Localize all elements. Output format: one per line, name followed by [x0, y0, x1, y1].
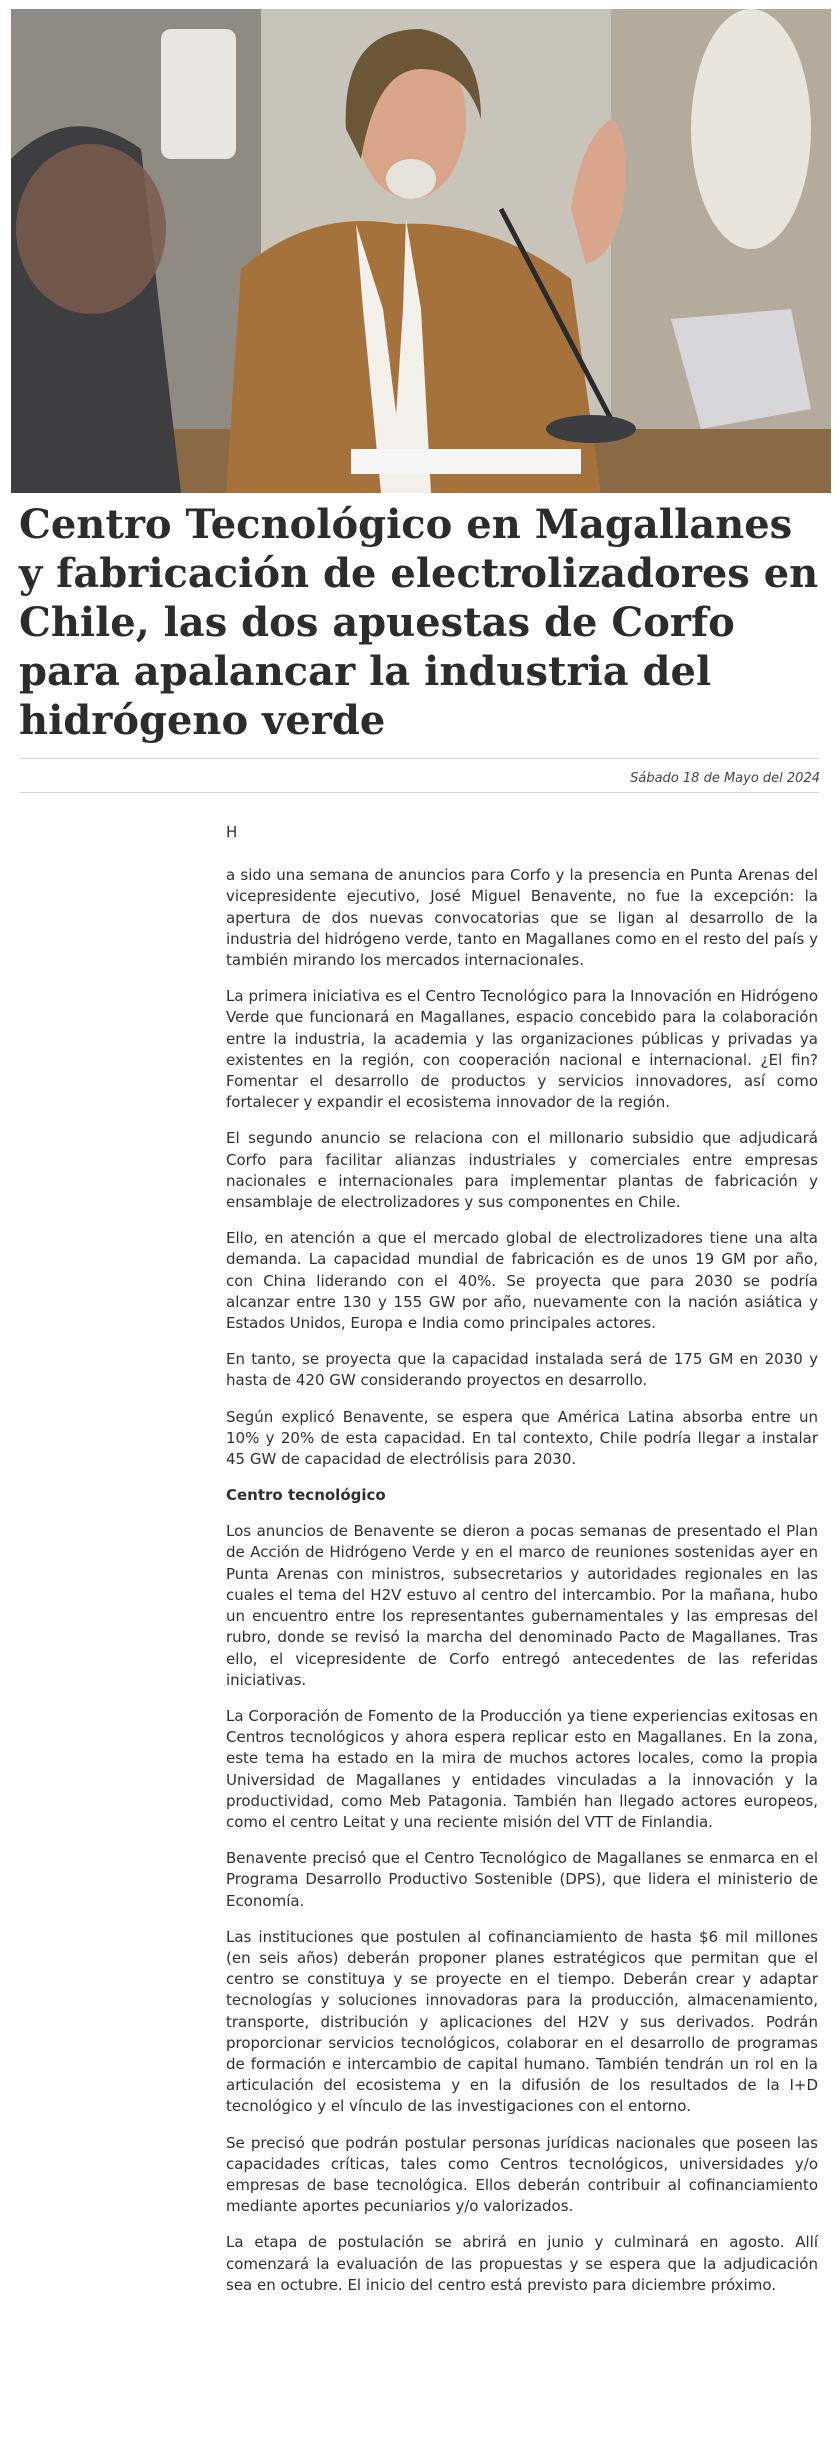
- paragraph: En tanto, se proyecta que la capacidad instalada será de 175 GM en 2030 y hasta de 420 GW considerando proyectos en desarrollo.: [226, 1350, 818, 1390]
- paragraph: El segundo anuncio se relaciona con el millonario subsidio que adjudicará Corfo para facilitar alianzas industriales y comerciales entre empresas nacionales e internacionales para implementar plantas de fabricación y ensamblaje de electrolizadores y sus componentes en Chile.: [226, 1129, 818, 1212]
- paragraph: Los anuncios de Benavente se dieron a pocas semanas de presentado el Plan de Acción de Hidrógeno Verde y en el marco de reuniones sostenidas ayer en Punta Arenas con ministros, subsecretarios y autoridades regionales en las cuales el tema del H2V estuvo al centro del intercambio. Por la mañana, hubo un encuentro entre los representantes gubernamentales y las empresas del rubro, donde se revisó la marcha del denominado Pacto de Magallanes. Tras ello, el vicepresidente de Corfo entregó antecedentes de las referidas iniciativas.: [226, 1522, 818, 1689]
- hero-photo: [11, 9, 831, 493]
- date-divider: [19, 792, 819, 793]
- publish-date: Sábado 18 de Mayo del 2024: [630, 771, 820, 786]
- paragraph: a sido una semana de anuncios para Corfo y la presencia en Punta Arenas del vicepresidente ejecutivo, José Miguel Benavente, no fue la excepción: la apertura de dos nuevas convocatorias que se ligan al desarrollo de la industria del hidrógeno verde, tanto en Magallanes como en el resto del país y también mirando los mercados internacionales.: [226, 866, 818, 970]
- paragraph: Las instituciones que postulen al cofinanciamiento de hasta $6 mil millones (en seis años) deberán proponer planes estratégicos que permitan que el centro se constituya y se proyecte en el tiempo. Deberán crear y adaptar tecnologías y soluciones innovadoras para la producción, almacenamiento, transporte, distribución y aplicaciones del H2V y sus derivados. Podrán proporcionar servicios tecnológicos, colaborar en el desarrollo de programas de formación e intercambio de capital humano. También tendrán un rol en la articulación del ecosistema y en la difusión de los resultados de la I+D tecnológico y el vínculo de las investigaciones con el entorno.: [226, 1927, 818, 2116]
- paragraph: La primera iniciativa es el Centro Tecnológico para la Innovación en Hidrógeno Verde que funcionará en Magallanes, espacio concebido para la colaboración entre la industria, la academia y las organizaciones públicas y privadas ya existentes en la región, con cooperación nacional e internacional. ¿El fin? Fomentar el desarrollo de productos y servicios innovadores, así como fortalecer y expandir el ecosistema innovador de la región.: [226, 987, 818, 1112]
- paragraph: Benavente precisó que el Centro Tecnológico de Magallanes se enmarca en el Programa Desarrollo Productivo Sostenible (DPS), que lidera el ministerio de Economía.: [226, 1849, 818, 1910]
- paragraph: Ello, en atención a que el mercado global de electrolizadores tiene una alta demanda. La capacidad mundial de fabricación es de unos 19 GM por año, con China liderando con el 40%. Se proyecta que para 2030 se podría alcanzar entre 130 y 155 GW por año, nuevamente con la nación asiática y Estados Unidos, Europa e India como principales actores.: [226, 1229, 818, 1333]
- paragraph: La Corporación de Fomento de la Producción ya tiene experiencias exitosas en Centros tecnológicos y ahora espera replicar esto en Magallanes. En la zona, este tema ha estado en la mira de muchos actores locales, como la propia Universidad de Magallanes y entidades vinculadas a la innovación y la productividad, como Meb Patagonia. También han llegado actores europeos, como el centro Leitat y una reciente misión del VTT de Finlandia.: [226, 1706, 818, 1831]
- article-body: [226, 822, 818, 2311]
- paragraph: La etapa de postulación se abrirá en junio y culminará en agosto. Allí comenzará la evaluación de las propuestas y se espera que la adjudicación sea en octubre. El inicio del centro está previsto para diciembre próximo.: [226, 2233, 818, 2294]
- title-divider: [19, 758, 819, 759]
- paragraph: Según explicó Benavente, se espera que América Latina absorba entre un 10% y 20% de esta capacidad. En tal contexto, Chile podría llegar a instalar 45 GW de capacidad de electrólisis para 2030.: [226, 1407, 818, 1469]
- hero-photo-illustration: [11, 9, 831, 493]
- drop-cap: H: [226, 823, 238, 841]
- paragraph: Se precisó que podrán postular personas jurídicas nacionales que poseen las capacidades críticas, tales como Centros tecnológicos, universidades y/o empresas de base tecnológica. Ellos deberán contribuir al cofinanciamiento mediante aportes pecuniarios y/o valorizados.: [226, 2133, 818, 2216]
- article-title: Centro Tecnológico en Magallanes y fabricación de electrolizadores en Chile, las dos apuestas de Corfo para apalancar la industria del hidrógeno verde: [19, 501, 819, 744]
- section-subheading: Centro tecnológico: [226, 1486, 386, 1505]
